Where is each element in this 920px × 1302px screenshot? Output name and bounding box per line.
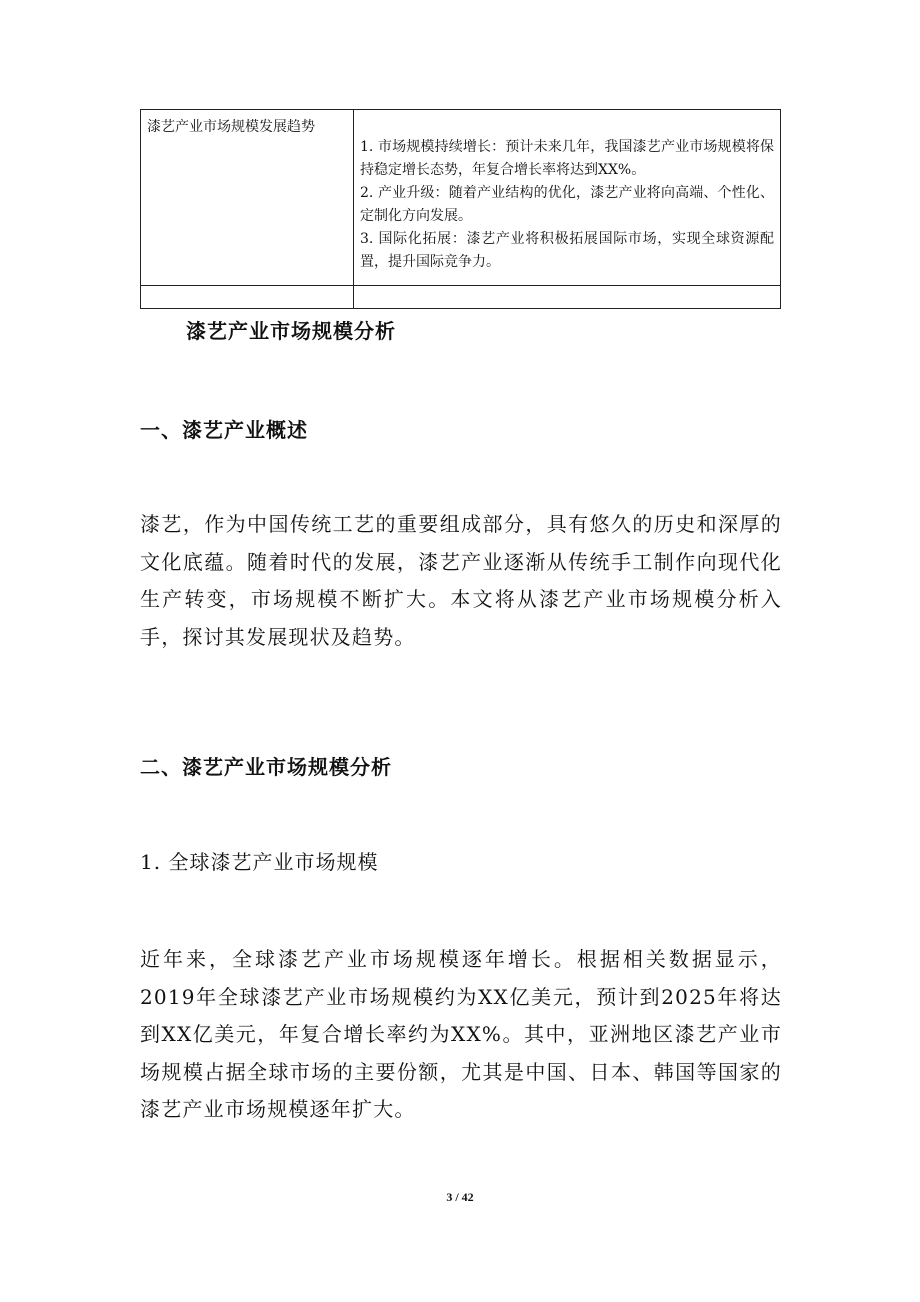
section-2-heading: 二、漆艺产业市场规模分析 [140, 755, 392, 779]
table-empty-cell [141, 286, 354, 309]
section-2-subheading: 1. 全球漆艺产业市场规模 [140, 850, 379, 874]
section-1-heading: 一、漆艺产业概述 [140, 418, 308, 442]
table-label-cell: 漆艺产业市场规模发展趋势 [141, 110, 354, 286]
trend-point-3: 3. 国际化拓展：漆艺产业将积极拓展国际市场，实现全球资源配置，提升国际竞争力。 [360, 231, 774, 270]
trend-point-2: 2. 产业升级：随着产业结构的优化，漆艺产业将向高端、个性化、定制化方向发展。 [360, 185, 774, 224]
document-title: 漆艺产业市场规模分析 [186, 319, 396, 343]
table-empty-cell [354, 286, 781, 309]
section-1-paragraph: 漆艺，作为中国传统工艺的重要组成部分，具有悠久的历史和深厚的文化底蕴。随着时代的发展，漆艺产业逐渐从传统手工制作向现代化生产转变，市场规模不断扩大。本文将从漆艺产业市场规模分析入手，探讨其发展现状及趋势。 [140, 512, 782, 649]
table-row [141, 110, 781, 286]
trend-point-1: 1. 市场规模持续增长：预计未来几年，我国漆艺产业市场规模将保持稳定增长态势，年复合增长率将达到XX%。 [360, 139, 774, 178]
page-number: 3 / 42 [446, 1190, 474, 1204]
trend-table [140, 109, 781, 309]
section-2-paragraph: 近年来，全球漆艺产业市场规模逐年增长。根据相关数据显示，2019年全球漆艺产业市场规模约为XX亿美元，预计到2025年将达到XX亿美元，年复合增长率约为XX%。其中，亚洲地区漆艺产业市场规模占据全球市场的主要份额，尤其是中国、日本、韩国等国家的漆艺产业市场规模逐年扩大。 [140, 947, 782, 1121]
table-content-cell [354, 110, 781, 286]
table-row-empty [141, 286, 781, 309]
